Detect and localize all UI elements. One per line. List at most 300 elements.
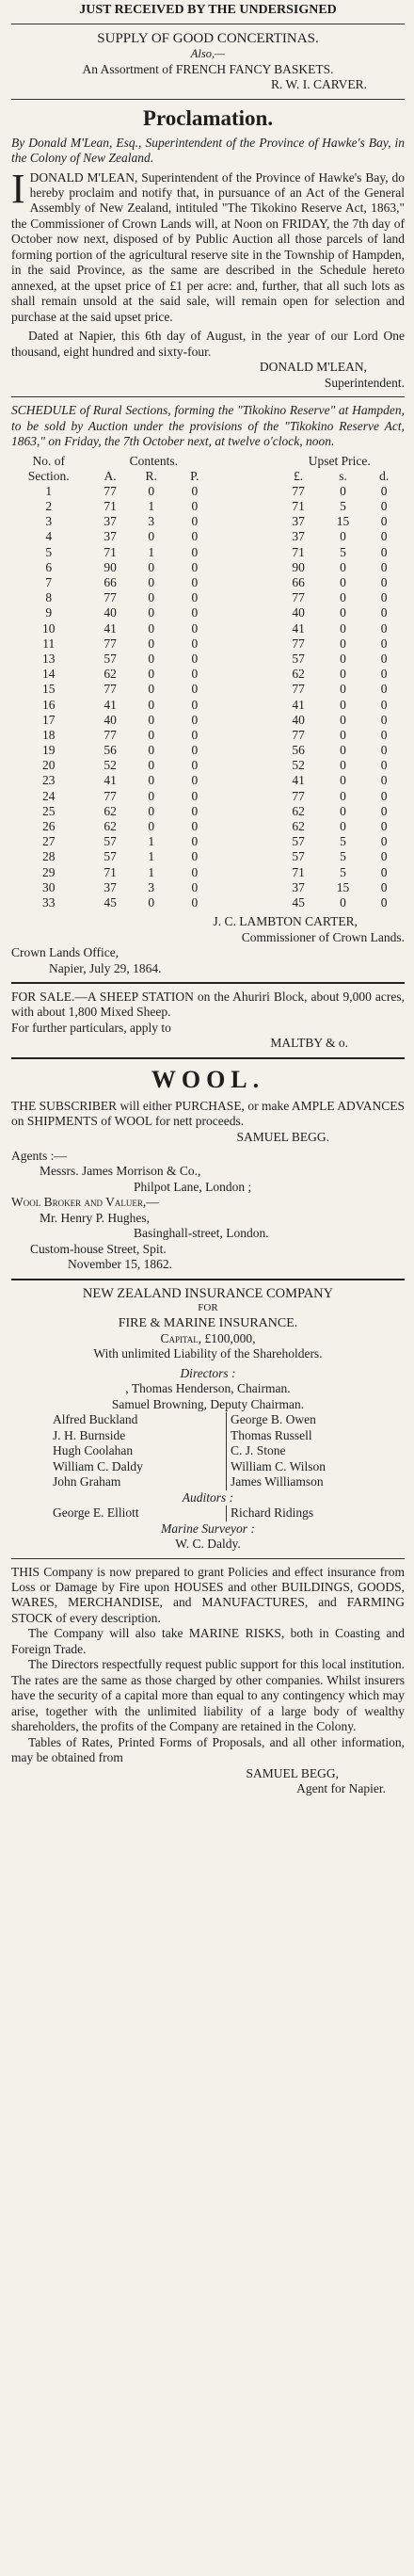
table-cell: 7 [45,575,53,590]
table-cell: 0 [191,499,199,514]
table-cell: 0 [191,605,199,620]
table-cell: 40 [104,712,117,727]
table-row [11,880,405,895]
for-sale-advert [11,990,405,1052]
header-upset-price: Upset Price. [308,453,371,468]
table-row [11,590,405,605]
schedule-table [11,454,405,911]
table-cell: 0 [148,819,155,834]
table-cell: 1 [45,483,53,498]
insurance-advert [11,1286,405,1797]
table-row [11,560,405,575]
table-cell: 77 [104,483,117,498]
concertinas-advert [11,2,405,93]
table-cell: 0 [191,651,199,666]
table-cell: 71 [292,544,305,559]
table-cell: 28 [41,849,56,864]
table-cell: 37 [104,514,117,529]
table-cell: 0 [148,636,155,651]
table-cell: 77 [292,483,305,498]
for-sale-particulars: For further particulars, apply to [11,1020,171,1035]
table-cell: 5 [340,864,346,879]
table-cell: 2 [45,499,53,514]
table-cell: 57 [292,651,305,666]
table-cell: 71 [104,544,117,559]
header-perches: P. [190,468,199,483]
table-cell: 0 [148,575,155,590]
table-cell: 57 [292,849,305,864]
table-row [11,728,405,743]
table-cell: 0 [380,514,388,529]
insurance-para-3: The Directors respectfully request public support for this local institution. The rates are the same as those charged by other companies. Whilst insurers have the security of a capital more than equal to any contingency which may arise, together with the unlimited liability of a large body of wealthy shareholders, the profits of the Company are retained in the Colony. [11,1657,405,1734]
table-cell: 57 [104,651,117,666]
table-row [11,575,405,590]
table-cell: 40 [104,605,117,620]
table-cell: 0 [148,559,155,574]
auditors-list [11,1505,405,1521]
table-cell: 0 [340,483,346,498]
table-cell: 5 [340,499,346,514]
table-cell: 0 [148,758,155,773]
insurance-signer-title: Agent for Napier. [296,1781,386,1796]
table-row [11,819,405,834]
table-cell: 0 [191,773,199,788]
header-section: Section. [27,468,70,483]
schedule-of-sections [11,403,405,976]
table-cell: 3 [148,514,155,529]
table-cell: 37 [104,529,117,544]
table-cell: 0 [191,636,199,651]
table-cell: 0 [380,727,388,742]
table-cell: 56 [104,743,117,758]
table-cell: 52 [292,758,305,773]
table-cell: 57 [104,834,117,849]
table-row [11,545,405,560]
director-name: J. H. Burnside [49,1428,227,1443]
insurance-sub: FIRE & MARINE INSURANCE. [118,1315,298,1330]
table-cell: 57 [104,849,117,864]
table-cell: 71 [292,499,305,514]
table-cell: 11 [42,636,56,651]
proclamation-byline: By Donald M'Lean, Esq., Superintendent of the Province of Hawke's Bay, in the Colony of New Zealand. [11,135,405,166]
wool-address: Custom-house Street, Spit. [30,1241,167,1256]
table-row [11,636,405,652]
director-name: William C. Wilson [231,1458,326,1473]
table-cell: 29 [41,864,56,879]
table-row [11,621,405,636]
table-cell: 5 [340,544,346,559]
table-cell: 0 [340,788,346,803]
table-cell: 1 [148,499,155,514]
table-cell: 0 [191,743,199,758]
table-cell: 66 [104,575,117,590]
table-cell: 0 [191,697,199,712]
insurance-signer: SAMUEL BEGG, [246,1765,339,1780]
insurance-title: NEW ZEALAND INSURANCE COMPANY [82,1285,334,1301]
table-cell: 5 [340,849,346,864]
table-cell: 0 [340,894,346,910]
table-cell: 19 [41,743,56,758]
table-cell: 0 [191,864,199,879]
table-cell: 0 [380,743,388,758]
table-cell: 0 [380,819,388,834]
table-row [11,514,405,529]
table-cell: 0 [191,819,199,834]
table-row [11,758,405,773]
insurance-for: FOR [198,1302,218,1314]
schedule-office: Crown Lands Office, [11,945,119,960]
table-cell: 62 [292,803,305,818]
wool-agent-2-address: Basinghall-street, London. [134,1226,269,1241]
proclamation-signer-title: Superintendent. [324,375,405,390]
insurance-para-2: The Company will also take MARINE RISKS, both in Coasting and Foreign Trade. [11,1626,405,1656]
table-cell: 3 [45,514,53,529]
proclamation-title: Proclamation. [142,105,274,130]
table-cell: 0 [380,894,388,910]
table-cell: 0 [191,483,199,498]
proclamation-text: DONALD M'LEAN, Superintendent of the Province of Hawke's Bay, do hereby proclaim and notify that, in pursuance of an Act of the General Assembly of New Zealand, intituled "The Tikokino Reserve Act, 1863," the Commissioner of Crown Lands will, at Noon on FRIDAY, the 7th day of October now next, disposed of by Public Auction all those parcels of land forming portion of the agricultural reserve site in the Township of Hampden, in the said Province, as the same are described in the Schedule hereto annexed, at the upset price of £1 per acre: and, further, that all such lots as shall remain unsold at the said sale, will remain open for selection and purchase at the said upset price. [11,169,405,324]
table-cell: 0 [191,788,199,803]
table-cell: 0 [340,697,346,712]
table-cell: 77 [104,590,117,605]
table-cell: 0 [191,894,199,910]
table-cell: 0 [340,529,346,544]
table-cell: 77 [104,636,117,651]
advert-top-line: JUST RECEIVED BY THE UNDERSIGNED [79,3,337,17]
for-sale-signer: MALTBY & o. [270,1036,348,1051]
table-cell: 66 [292,575,305,590]
director-name: James Williamson [231,1474,324,1489]
table-cell: 26 [41,819,56,834]
table-cell: 0 [380,667,388,682]
table-cell: 0 [380,590,388,605]
table-row [11,605,405,620]
proclamation-body [11,165,405,326]
table-row [11,849,405,864]
table-cell: 15 [336,514,350,529]
wool-advert [11,1065,405,1273]
table-cell: 37 [292,514,305,529]
table-cell: 23 [41,773,56,788]
table-cell: 5 [45,544,53,559]
table-cell: 0 [148,529,155,544]
table-cell: 0 [380,864,388,879]
table-cell: 71 [104,499,117,514]
table-cell: 0 [191,667,199,682]
table-cell: 0 [340,727,346,742]
table-cell: 15 [336,879,350,894]
table-cell: 18 [41,727,56,742]
insurance-surveyor: W. C. Daldy. [175,1537,241,1552]
table-cell: 0 [380,849,388,864]
schedule-signer: J. C. LAMBTON CARTER, [213,914,358,929]
table-cell: 0 [340,590,346,605]
director-name: Hugh Coolahan [49,1443,227,1458]
table-cell: 0 [340,620,346,636]
proclamation-dated: Dated at Napier, this 6th day of August, in the year of our Lord One thousand, eight hundred and sixty-four. [11,329,405,359]
director-name: John Graham [49,1474,227,1489]
table-cell: 0 [380,697,388,712]
table-cell: 0 [380,499,388,514]
header-shillings: s. [339,468,347,483]
table-cell: 41 [104,620,117,636]
table-row [11,865,405,880]
table-cell: 0 [380,620,388,636]
schedule-intro: SCHEDULE of Rural Sections, forming the "Tikokino Reserve" at Hampden, to be sold by Auction under the provisions of the "Tikokino Reserve Act, 1863," on Friday, the 7th October next, at twelve o'clock, noon. [11,403,405,449]
table-cell: 71 [292,864,305,879]
table-cell: 0 [340,575,346,590]
table-cell: 0 [191,544,199,559]
table-cell: 40 [292,712,305,727]
table-cell: 0 [191,849,199,864]
advert-also: Also,— [190,47,226,61]
table-cell: 0 [148,743,155,758]
table-cell: 52 [104,758,117,773]
table-cell: 30 [41,879,56,894]
header-roods: R. [145,468,157,483]
table-cell: 0 [340,758,346,773]
table-cell: 45 [104,894,117,910]
insurance-capital: Capital, £100,000, [160,1330,256,1345]
table-cell: 71 [104,864,117,879]
table-row [11,682,405,697]
advert-line-baskets: An Assortment of FRENCH FANCY BASKETS. [82,61,334,76]
table-cell: 25 [41,803,56,818]
header-pence: d. [379,468,390,483]
schedule-rows [11,484,405,910]
table-row [11,667,405,682]
director-name: Alfred Buckland [49,1412,227,1427]
table-cell: 0 [340,651,346,666]
table-cell: 0 [340,605,346,620]
table-cell: 41 [292,697,305,712]
wool-body-wrap [11,1099,405,1130]
table-cell: 0 [191,712,199,727]
table-cell: 0 [380,636,388,651]
table-cell: 0 [380,834,388,849]
table-cell: 0 [148,788,155,803]
wool-agents-label: Agents :— [11,1149,67,1164]
table-cell: 90 [104,559,117,574]
table-cell: 0 [191,682,199,697]
table-cell: 6 [45,559,53,574]
table-cell: 0 [380,803,388,818]
table-cell: 77 [104,682,117,697]
table-cell: 0 [191,834,199,849]
insurance-para-1: THIS Company is now prepared to grant Policies and effect insurance from Loss or Damage by Fire upon HOUSES and other BUILDINGS, GOODS, WARES, MERCHANDISE, and MANUFACTURES, and FARMING STOCK of every description. [11,1564,405,1625]
wool-agent-1-address: Philpot Lane, London ; [134,1179,252,1194]
table-cell: 0 [148,620,155,636]
table-cell: 41 [104,697,117,712]
table-row [11,713,405,728]
table-row [11,895,405,910]
table-cell: 45 [292,894,305,910]
table-cell: 0 [340,559,346,574]
header-contents: Contents. [129,453,178,468]
table-cell: 77 [292,636,305,651]
table-cell: 0 [148,712,155,727]
table-cell: 90 [292,559,305,574]
director-name: Thomas Russell [231,1427,312,1442]
table-cell: 37 [292,529,305,544]
table-cell: 16 [41,697,56,712]
table-cell: 0 [148,682,155,697]
table-cell: 0 [380,529,388,544]
proclamation [11,105,405,392]
table-cell: 0 [148,803,155,818]
table-cell: 0 [380,483,388,498]
table-cell: 0 [380,712,388,727]
table-cell: 41 [292,620,305,636]
table-cell: 57 [292,834,305,849]
table-cell: 0 [191,803,199,818]
table-cell: 41 [104,773,117,788]
table-cell: 0 [191,514,199,529]
for-sale-body: FOR SALE.—A SHEEP STATION on the Ahuriri Block, about 9,000 acres, with about 1,800 Mixed Sheep. [11,990,405,1020]
table-cell: 77 [292,682,305,697]
table-cell: 62 [104,803,117,818]
table-cell: 17 [41,712,56,727]
table-cell: 40 [292,605,305,620]
table-cell: 0 [340,712,346,727]
table-cell: 0 [380,682,388,697]
table-row [11,698,405,713]
table-cell: 1 [148,544,155,559]
table-row [11,499,405,514]
advert-line-concertinas: SUPPLY OF GOOD CONCERTINAS. [97,31,319,47]
table-cell: 0 [340,803,346,818]
wool-title: WOOL. [151,1065,265,1093]
table-cell: 1 [148,864,155,879]
table-cell: 1 [148,834,155,849]
table-cell: 20 [41,758,56,773]
schedule-header-row-1 [11,454,405,469]
insurance-auditors-label: Auditors : [182,1489,234,1505]
insurance-para-4: Tables of Rates, Printed Forms of Proposals, and all other information, may be obtained from [11,1734,405,1765]
table-row [11,529,405,544]
table-cell: 62 [292,667,305,682]
table-cell: 0 [380,758,388,773]
table-cell: 0 [191,758,199,773]
table-cell: 0 [148,727,155,742]
table-cell: 77 [104,727,117,742]
table-cell: 0 [148,773,155,788]
table-cell: 0 [340,743,346,758]
table-cell: 33 [41,894,56,910]
table-cell: 0 [380,773,388,788]
table-cell: 0 [191,529,199,544]
table-cell: 14 [41,667,56,682]
table-cell: 37 [104,879,117,894]
auditor-name: Richard Ridings [231,1505,314,1521]
table-cell: 0 [191,575,199,590]
proclamation-signer: DONALD M'LEAN, [259,360,367,375]
directors-list [11,1412,405,1489]
table-cell: 62 [292,819,305,834]
table-cell: 15 [41,682,56,697]
table-cell: 4 [45,529,53,544]
director-name: George B. Owen [231,1412,316,1427]
table-cell: 0 [148,605,155,620]
insurance-chairman: , Thomas Henderson, Chairman. [125,1381,291,1396]
table-cell: 0 [148,483,155,498]
drop-cap: I [11,165,25,212]
table-cell: 77 [292,788,305,803]
table-cell: 0 [148,667,155,682]
header-acres: A. [104,468,117,483]
table-cell: 0 [191,727,199,742]
advert-signer: R. W. I. CARVER. [270,77,367,92]
table-cell: 0 [148,651,155,666]
wool-agent-2: Mr. Henry P. Hughes, [40,1210,150,1225]
table-row [11,834,405,849]
table-cell: 0 [340,682,346,697]
table-cell: 0 [380,651,388,666]
schedule-header-row-2 [11,469,405,484]
table-cell: 3 [148,879,155,894]
table-cell: 10 [41,620,56,636]
table-row [11,789,405,804]
table-cell: 0 [380,879,388,894]
table-cell: 5 [340,834,346,849]
table-cell: 0 [380,575,388,590]
table-row [11,743,405,758]
table-cell: 13 [41,651,56,666]
wool-agent-1: Messrs. James Morrison & Co., [40,1164,201,1179]
table-cell: 62 [104,819,117,834]
table-row [11,484,405,499]
wool-date: November 15, 1862. [68,1257,172,1272]
table-cell: 1 [148,849,155,864]
table-row [11,804,405,819]
wool-signer: SAMUEL BEGG. [236,1129,329,1144]
table-cell: 0 [191,559,199,574]
wool-broker-label: Wool Broker and Valuer,— [11,1195,159,1210]
table-cell: 0 [191,620,199,636]
insurance-liability: With unlimited Liability of the Shareholders. [93,1346,323,1361]
table-cell: 0 [340,636,346,651]
table-cell: 77 [104,788,117,803]
insurance-surveyor-label: Marine Surveyor : [161,1521,255,1536]
table-cell: 0 [148,697,155,712]
table-cell: 0 [340,819,346,834]
table-cell: 62 [104,667,117,682]
table-cell: 8 [45,590,53,605]
schedule-office-date: Napier, July 29, 1864. [49,960,162,975]
table-cell: 56 [292,743,305,758]
director-name: C. J. Stone [231,1443,286,1458]
header-no-of: No. of [32,453,65,468]
table-cell: 9 [45,605,53,620]
schedule-signer-title: Commissioner of Crown Lands. [241,929,405,944]
insurance-deputy: Samuel Browning, Deputy Chairman. [111,1396,305,1411]
table-cell: 0 [340,667,346,682]
auditor-name: George E. Elliott [49,1505,227,1521]
table-row [11,652,405,667]
table-cell: 77 [292,727,305,742]
table-cell: 0 [380,559,388,574]
table-cell: 0 [148,894,155,910]
table-cell: 37 [292,879,305,894]
wool-body: THE SUBSCRIBER will either PURCHASE, or make AMPLE ADVANCES on SHIPMENTS of WOOL for nett proceeds. [11,1098,405,1129]
table-cell: 0 [380,788,388,803]
director-name: William C. Daldy [49,1459,227,1474]
table-cell: 0 [148,590,155,605]
table-row [11,773,405,788]
table-cell: 0 [340,773,346,788]
table-cell: 0 [380,605,388,620]
table-cell: 24 [41,788,56,803]
